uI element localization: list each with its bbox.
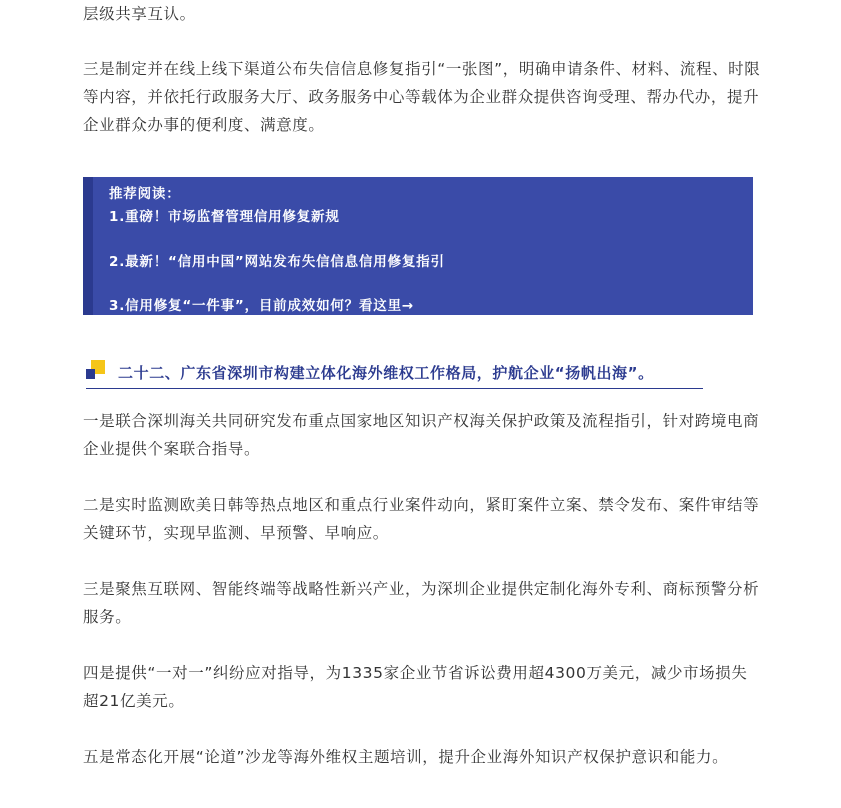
recommended-link-3[interactable]: 3.信用修复“一件事”，目前成效如何？看这里→: [109, 298, 414, 314]
section-paragraph-4: 四是提供“一对一”纠纷应对指导，为1335家企业节省诉讼费用超4300万美元，减少市场损失超21亿美元。: [83, 664, 748, 710]
intro-tail-line: 层级共享互认。: [83, 5, 196, 23]
section-paragraph-5: 五是常态化开展“论道”沙龙等海外维权主题培训，提升企业海外知识产权保护意识和能力。: [83, 748, 729, 766]
recommended-reading-box: [83, 177, 753, 315]
section-paragraph-3: 三是聚焦互联网、智能终端等战略性新兴产业，为深圳企业提供定制化海外专利、商标预警分析服务。: [83, 580, 760, 626]
recommended-reading-title: 推荐阅读：: [109, 186, 181, 202]
section-paragraph-1: 一是联合深圳海关共同研究发布重点国家地区知识产权海关保护政策及流程指引，针对跨境电商企业提供个案联合指导。: [83, 412, 760, 458]
section-heading: [86, 360, 703, 390]
recommended-link-1[interactable]: 1.重磅！市场监督管理信用修复新规: [109, 209, 340, 225]
section-paragraph-2: 二是实时监测欧美日韩等热点地区和重点行业案件动向，紧盯案件立案、禁令发布、案件审结等关键环节，实现早监测、早预警、早响应。: [83, 496, 760, 542]
heading-underline: [86, 388, 703, 389]
section-heading-text: 二十二、广东省深圳市构建立体化海外维权工作格局，护航企业“扬帆出海”。: [118, 364, 654, 382]
heading-square-icon: [86, 360, 106, 382]
intro-paragraph-3: 三是制定并在线上线下渠道公布失信信息修复指引“一张图”，明确申请条件、材料、流程、时限等内容，并依托行政服务大厅、政务服务中心等载体为企业群众提供咨询受理、帮办代办，提升企业群众办事的便利度、满意度。: [83, 60, 761, 134]
recommended-link-2[interactable]: 2.最新！“信用中国”网站发布失信信息信用修复指引: [109, 254, 445, 270]
